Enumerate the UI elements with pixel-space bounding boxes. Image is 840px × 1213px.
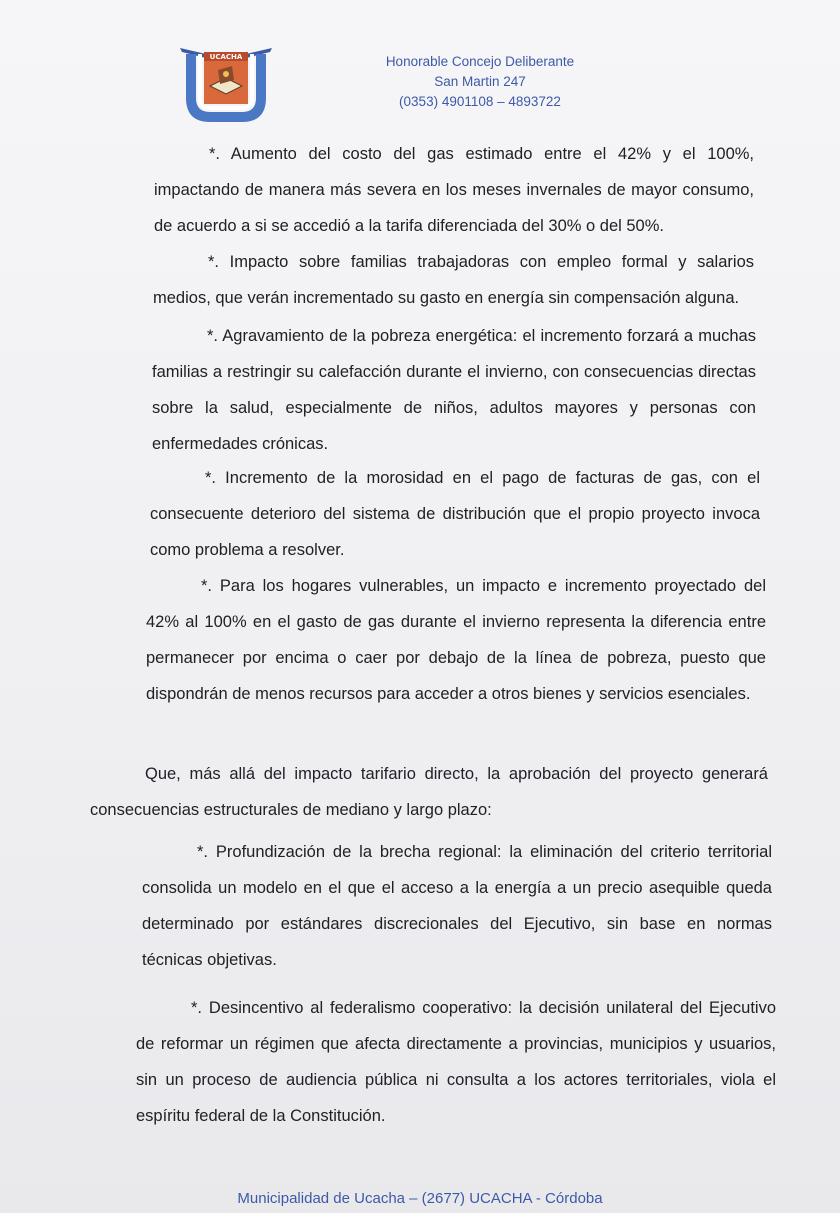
letterhead-phone: (0353) 4901108 – 4893722 [399,94,561,109]
ucacha-logo [176,40,276,126]
paragraph-gas-cost: *. Aumento del costo del gas estimado entre el 42% y el 100%, impactando de manera más severa en los meses invernales de mayor consumo, de acuerdo a si se accedió a la tarifa diferenciada del 30% o del 50%. [154,145,754,235]
paragraph-energy-poverty: *. Agravamiento de la pobreza energética: el incremento forzará a muchas familias a restringir su calefacción durante el invierno, con consecuencias directas sobre la salud, especialmente de niños, adultos mayores y personas con enfermedades crónicas. [152,327,756,453]
paragraph-delinquency: *. Incremento de la morosidad en el pago de facturas de gas, con el consecuente deterioro del sistema de distribución que el propio proyecto invoca como problema a resolver. [150,469,760,559]
paragraph-structural-consequences: Que, más allá del impacto tarifario directo, la aprobación del proyecto generará consecuencias estructurales de mediano y largo plazo: [90,765,768,819]
letterhead-org: Honorable Concejo Deliberante [385,54,575,69]
paragraph-federalism: *. Desincentivo al federalismo cooperativo: la decisión unilateral del Ejecutivo de reformar un régimen que afecta directamente a provincias, municipios y usuarios, sin un proceso de audiencia pública ni consulta a los actores territoriales, viola el espíritu federal de la Constitución. [136,999,776,1125]
svg-text:UCACHA: UCACHA [209,53,243,61]
paragraph-working-families: *. Impacto sobre familias trabajadoras con empleo formal y salarios medios, que verán incrementado su gasto en energía sin compensación alguna. [153,253,754,307]
paragraph-regional-gap: *. Profundización de la brecha regional: la eliminación del criterio territorial consolida un modelo en el que el acceso a la energía a un precio asequible queda determinado por estándares discrecionales del Ejecutivo, sin base en normas técnicas objetivas. [142,843,772,969]
letterhead-address: San Martin 247 [434,74,526,89]
paragraph-vulnerable-households: *. Para los hogares vulnerables, un impacto e incremento proyectado del 42% al 100% en el gasto de gas durante el invierno representa la diferencia entre permanecer por encima o caer por debajo de la línea de pobreza, puesto que dispondrán de menos recursos para acceder a otros bienes y servicios esenciales. [146,577,766,703]
letterhead [360,52,600,112]
footer-address: Municipalidad de Ucacha – (2677) UCACHA - Córdoba [237,1190,603,1207]
